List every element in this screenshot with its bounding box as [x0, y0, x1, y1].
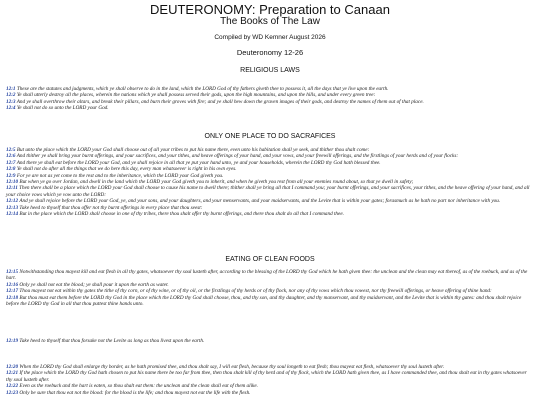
verse-number: 12:1	[6, 86, 16, 92]
verse-number: 12:16	[6, 281, 19, 288]
verse	[6, 370, 534, 383]
verse-number: 12:8	[6, 166, 16, 173]
verse-text: These are the statutes and judgments, which ye shall observe to do in the land, which the LORD God of thy fathers giveth thee to possess it, all the days that ye live upon the earth.	[16, 86, 389, 92]
verse-number: 12:4	[6, 105, 16, 112]
verse-number: 12:19	[6, 338, 19, 344]
verse	[6, 338, 534, 344]
section-enlarged-border	[6, 364, 534, 396]
verse	[6, 105, 534, 111]
verse-number: 12:12	[6, 198, 19, 205]
verse-number: 12:15	[6, 269, 19, 275]
verse-text: If the place which the LORD thy God hath chosen to put his name there be too far from thee, then thou shalt kill of thy herd and of thy flock, which the LORD hath given thee, as I have commanded thee, and thou shalt eat in thy gates whatsoever thy soul lusteth after.	[6, 370, 527, 383]
verse-text: Ye shall not do so unto the LORD your God.	[16, 105, 109, 112]
verse-number: 12:22	[6, 383, 19, 390]
verse-text: Notwithstanding thou mayest kill and eat flesh in all thy gates, whatsoever thy soul lusteth after, according to the blessing of the LORD thy God which he hath given thee: the unclean and the clean may eat thereof, as of the roebuck, and as of the hart.	[6, 269, 528, 282]
verse-text: Take heed to thyself that thou forsake not the Levite as long as thou livest upon the earth.	[19, 338, 205, 344]
verse-number: 12:10	[6, 179, 19, 186]
verse-number: 12:2	[6, 92, 16, 99]
compiler-credit: Compiled by WD Kemner August 2026	[214, 34, 326, 41]
verse-number: 12:11	[6, 185, 18, 192]
verse-text: Thou mayest not eat within thy gates the tithe of thy corn, or of thy wine, or of thy oil, or the firstlings of thy herds or of thy flock, nor any of thy vows which thou vowest, nor thy freewill offerings, or heave offering of thine hand:	[19, 288, 492, 295]
verse-text: But in the place which the LORD shall choose in one of thy tribes, there thou shalt offer thy burnt offerings, and there thou shalt do all that I command thee.	[19, 211, 344, 218]
verse	[6, 185, 534, 198]
verse-text: But when ye go over Jordan, and dwell in the land which the LORD your God giveth you to inherit, and when he giveth you rest from all your enemies round about, so that ye dwell in safety;	[19, 179, 414, 186]
verse	[6, 211, 534, 217]
verse-text: Even as the roebuck and the hart is eaten, so thou shalt eat them: the unclean and the clean shall eat of them alike.	[19, 383, 258, 390]
verse-text: But thou must eat them before the LORD thy God in the place which the LORD thy God shall choose, thou, and thy son, and thy daughter, and thy manservant, and thy maidservant, and the Levite that is within thy gates: and thou shalt rejoice before the LORD thy God in all that thou puttest thine hands unto.	[6, 294, 522, 308]
verse-text: And ye shall overthrow their altars, and break their pillars, and burn their groves with fire; and ye shall hew down the graven images of their gods, and destroy the names of them out of that place.	[16, 98, 424, 105]
section-clean-foods	[6, 269, 534, 307]
verse-text: And ye shall rejoice before the LORD your God, ye, and your sons, and your daughters, and your menservants, and your maidservants, and the Levite that is within your gates; forasmuch as he hath no part nor inheritance with you.	[19, 198, 501, 205]
section-religious-laws	[6, 86, 534, 112]
verse-number: 12:6	[6, 153, 16, 160]
verse-number: 12:13	[6, 204, 19, 211]
section-heading-clean-foods: EATING OF CLEAN FOODS	[225, 256, 315, 263]
passage-range: Deuteronomy 12-26	[236, 48, 304, 57]
verse-text: And thither ye shall bring your burnt offerings, and your sacrifices, and your tithes, and heave offerings of your hand, and your vows, and your freewill offerings, and the firstlings of your herds and of your flocks:	[16, 153, 459, 160]
verse-text: Only be sure that thou eat not the blood: for the blood is the life; and thou mayest not eat the life with the flesh.	[19, 389, 251, 396]
verse-number: 12:3	[6, 98, 16, 105]
page-subtitle: The Books of The Law	[220, 16, 320, 27]
verse-text: And there ye shall eat before the LORD your God, and ye shall rejoice in all that ye put your hand unto, ye and your households, wherein the LORD thy God hath blessed thee.	[16, 159, 381, 166]
verse-number: 12:5	[6, 147, 16, 153]
verse-text: But unto the place which the LORD your God shall choose out of all your tribes to put his name there, even unto his habitation shall ye seek, and thither thou shalt come:	[16, 147, 370, 153]
section-heading-religious-laws: RELIGIOUS LAWS	[240, 67, 300, 74]
section-levite	[6, 338, 534, 344]
verse-number: 12:23	[6, 389, 19, 396]
verse-text: Ye shall utterly destroy all the places, wherein the nations which ye shall possess served their gods, upon the high mountains, and upon the hills, and under every green tree:	[16, 92, 376, 99]
verse-text: For ye are not as yet come to the rest and to the inheritance, which the LORD your God giveth you.	[16, 172, 224, 179]
verse-number: 12:7	[6, 159, 16, 166]
section-one-place	[6, 147, 534, 217]
verse-number: 12:9	[6, 172, 16, 179]
verse	[6, 269, 534, 282]
verse-number: 12:14	[6, 211, 19, 218]
verse	[6, 390, 534, 396]
verse-text: Ye shall not do after all the things that we do here this day, every man whatsoever is right in his own eyes.	[16, 166, 237, 173]
verse-number: 12:20	[6, 364, 19, 370]
page-title: DEUTERONOMY: Preparation to Canaan	[150, 2, 390, 17]
verse-text: Then there shall be a place which the LORD your God shall choose to cause his name to dwell there; thither shall ye bring all that I command you; your burnt offerings, and your sacrifices, your tithes, and the heave offering of your hand, and all your choice vows which ye vow unto the LORD:	[6, 185, 530, 198]
verse-number: 12:17	[6, 288, 19, 295]
verse	[6, 295, 534, 308]
verse-text: Only ye shall not eat the blood; ye shall pour it upon the earth as water.	[19, 281, 169, 288]
verse-number: 12:18	[6, 294, 19, 301]
verse-number: 12:21	[6, 370, 19, 377]
verse-text: Take heed to thyself that thou offer not thy burnt offerings in every place that thou seest:	[19, 204, 203, 211]
section-heading-one-place: ONLY ONE PLACE TO DO SACRAFICES	[204, 133, 336, 140]
verse-text: When the LORD thy God shall enlarge thy border, as he hath promised thee, and thou shalt say, I will eat flesh, because thy soul longeth to eat flesh; thou mayest eat flesh, whatsoever thy soul lusteth after.	[19, 364, 445, 370]
